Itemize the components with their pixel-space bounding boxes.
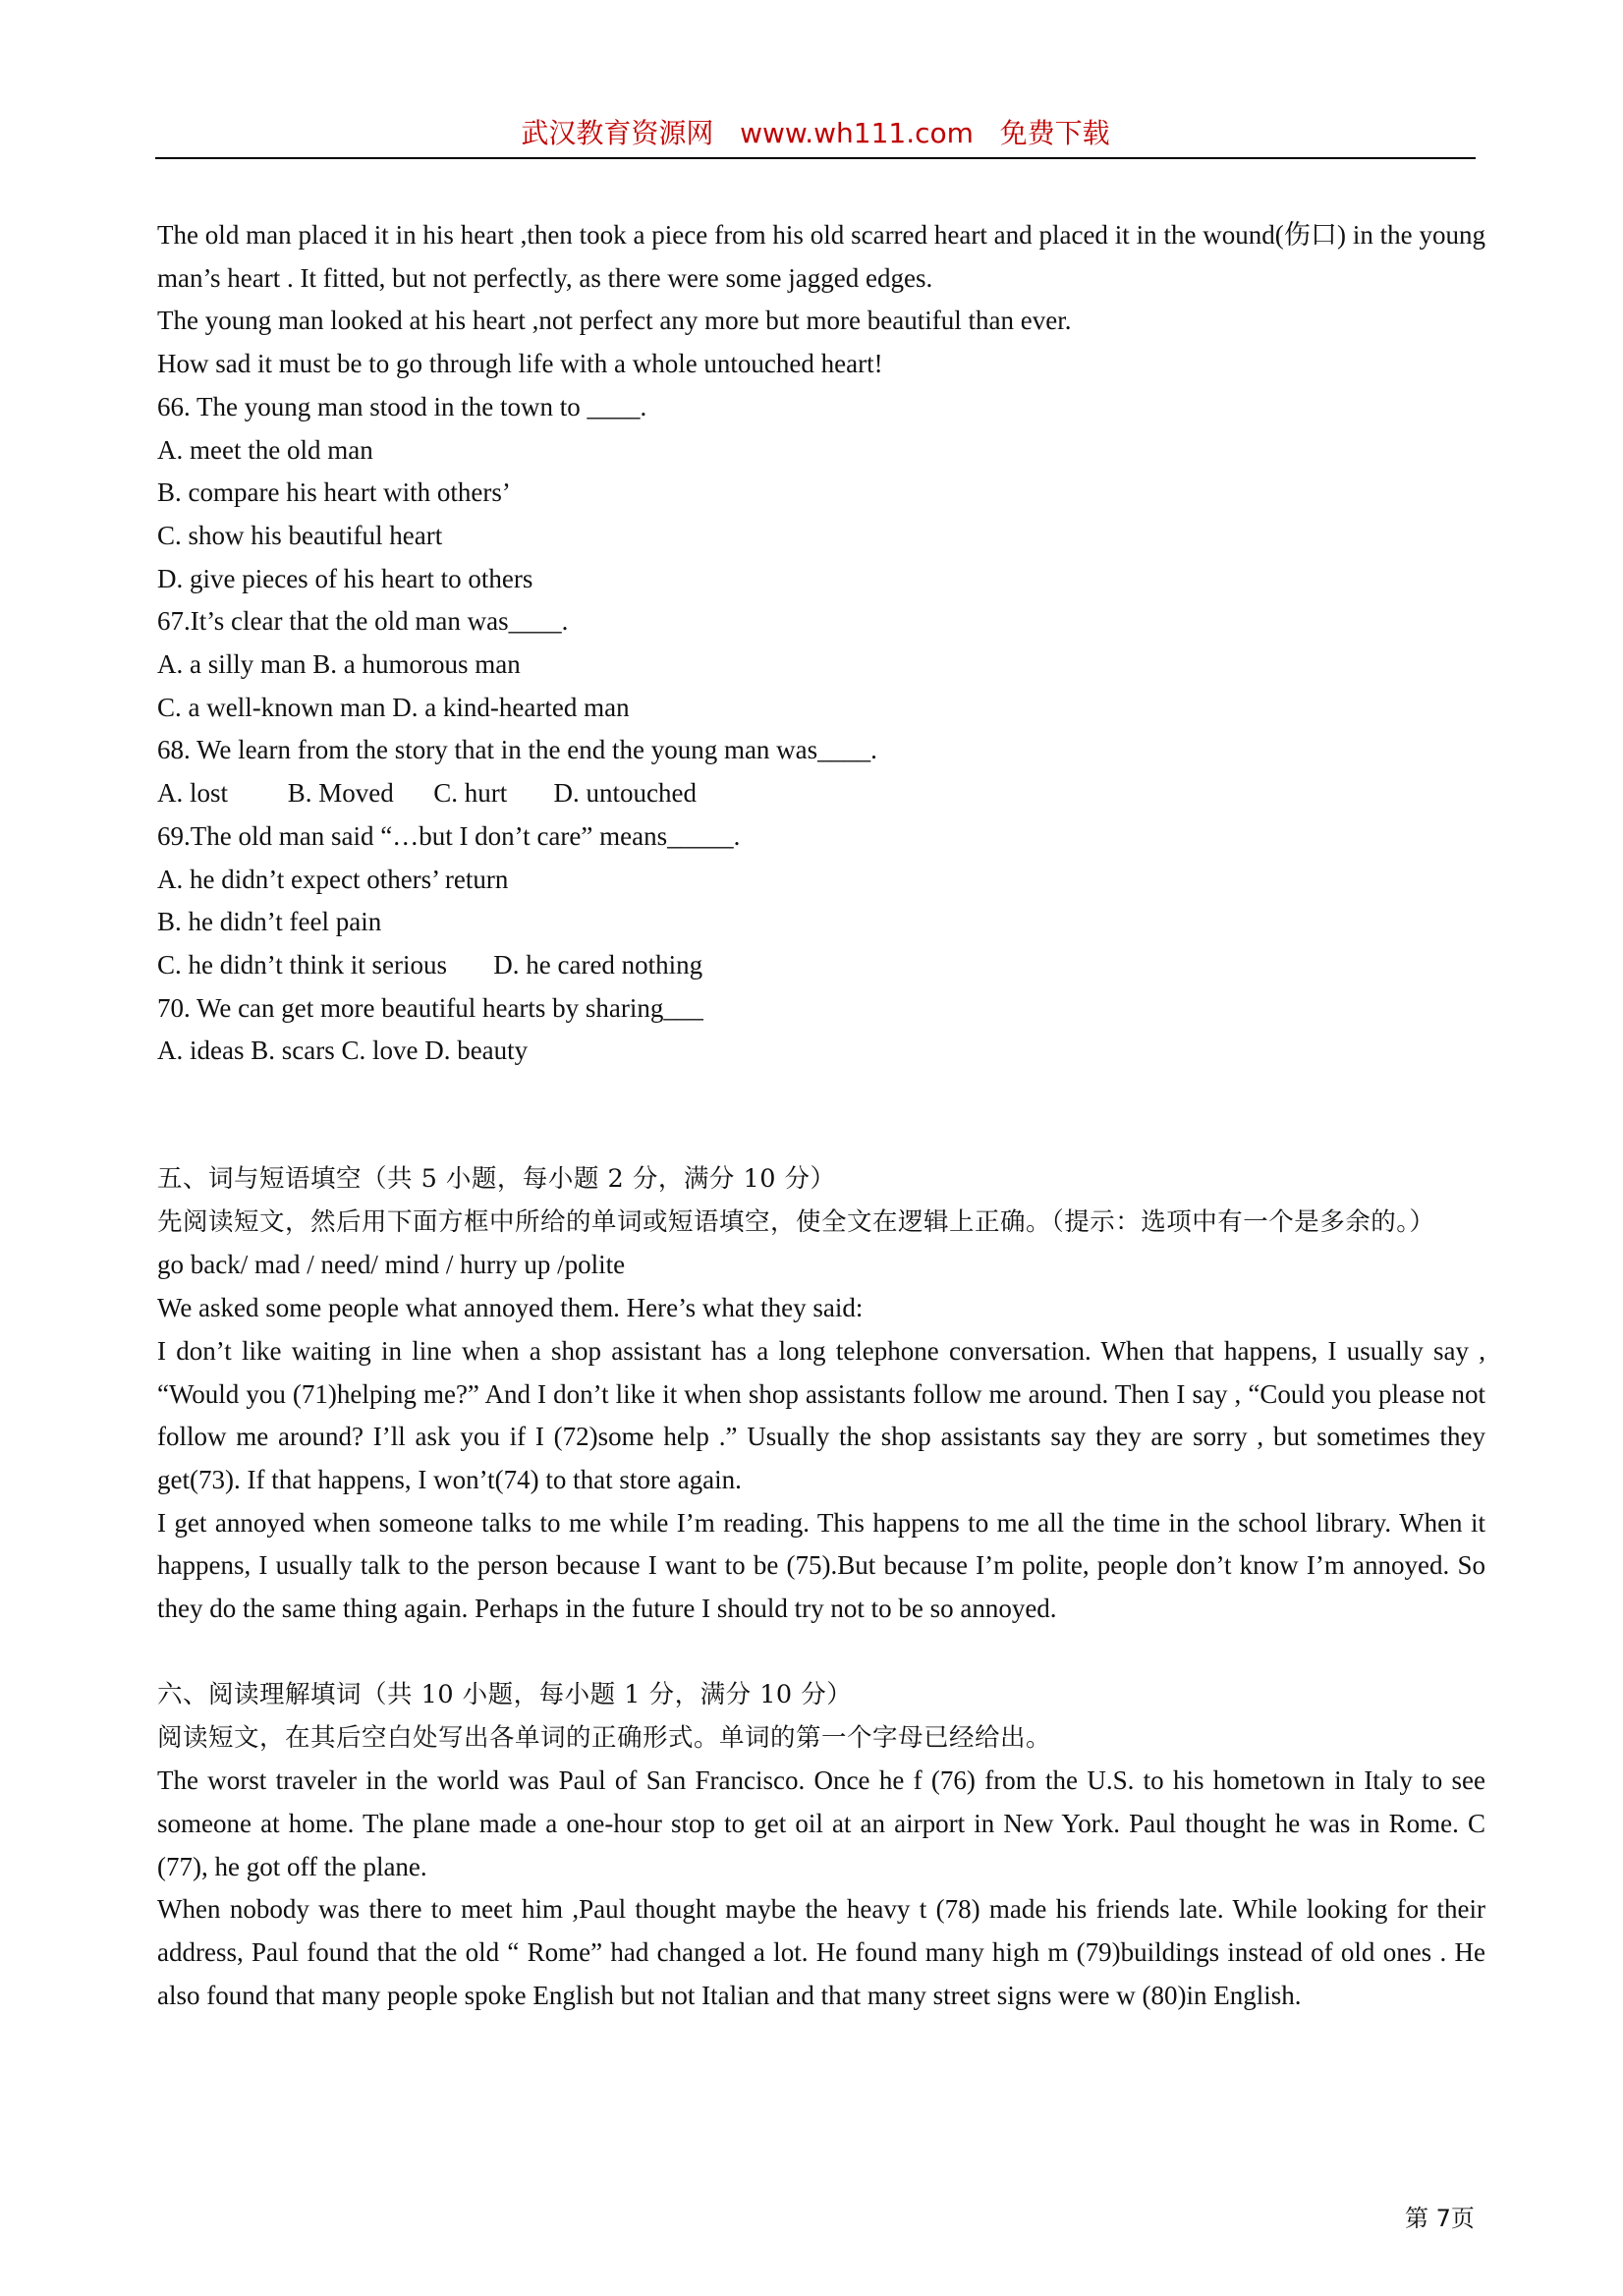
option-line: A. ideas B. scars C. love D. beauty	[157, 1036, 529, 1066]
passage-paragraph: We asked some people what annoyed them. Here’s what they said:	[157, 1293, 864, 1323]
page-number: 第 7页	[1405, 2205, 1475, 2232]
passage-paragraph: The old man placed it in his heart ,then took a piece from his old scarred heart and placed it in the wound(伤口) in the young man’s heart . It fitted, but not perfectly, as there were some jagged edges.	[157, 220, 1485, 293]
page-content	[157, 214, 1485, 2017]
passage-paragraph: I get annoyed when someone talks to me while I’m reading. This happens to me all the time in the school library. When it happens, I usually talk to the person because I want to be (75).But because I’m polite, people don’t know I’m annoyed. So they do the same thing again. Perhaps in the future I should try not to be so annoyed.	[157, 1507, 1485, 1624]
word-box: go back/ mad / need/ mind / hurry up /polite	[157, 1250, 626, 1280]
option-line: C. show his beautiful heart	[157, 520, 443, 550]
question-68: 68. We learn from the story that in the end the young man was____.	[157, 735, 877, 765]
option-line: A. he didn’t expect others’ return	[157, 864, 509, 894]
question-70: 70. We can get more beautiful hearts by sharing___	[157, 992, 703, 1023]
option-line: B. he didn’t feel pain	[157, 907, 382, 937]
option-line: B. compare his heart with others’	[157, 477, 511, 508]
option-line: A. meet the old man	[157, 434, 373, 465]
section-spacer	[157, 1073, 1485, 1158]
question-69: 69.The old man said “…but I don’t care” means_____.	[157, 820, 741, 851]
section5-title: 五、词与短语填空（共 5 小题，每小题 2 分，满分 10 分）	[157, 1164, 836, 1195]
option-line: C. a well-known man D. a kind-hearted man	[157, 692, 630, 722]
section-spacer	[157, 1631, 1485, 1674]
passage-paragraph: I don’t like waiting in line when a shop assistant has a long telephone conversation. When that happens, I usually say , “Would you (71)helping me?” And I don’t like it when shop assistants follow me around. Then I say , “Could you please not follow me around? I’ll ask you if I (72)some help .” Usually the shop assistants say they are sorry , but sometimes they get(73). If that happens, I won’t(74) to that store again.	[157, 1335, 1485, 1494]
passage-paragraph: The worst traveler in the world was Paul of San Francisco. Once he f (76) from the U.S. to his hometown in Italy to see someone at home. The plane made a one-hour stop to get oil at an airport in New York. Paul thought he was in Rome. C (77), he got off the plane.	[157, 1765, 1485, 1881]
option-line: A. lost B. Moved C. hurt D. untouched	[157, 778, 697, 809]
section5-instruction: 先阅读短文，然后用下面方框中所给的单词或短语填空，使全文在逻辑上正确。（提示：选项中有一个是多余的。）	[157, 1206, 1435, 1237]
section6-title: 六、阅读理解填词（共 10 小题，每小题 1 分，满分 10 分）	[157, 1679, 853, 1709]
question-67: 67.It’s clear that the old man was____.	[157, 606, 569, 637]
section6-instruction: 阅读短文，在其后空白处写出各单词的正确形式。单词的第一个字母已经给出。	[157, 1722, 1052, 1753]
passage-paragraph: The young man looked at his heart ,not perfect any more but more beautiful than ever.	[157, 306, 1072, 336]
passage-paragraph: When nobody was there to meet him ,Paul thought maybe the heavy t (78) made his friends late. While looking for their address, Paul found that the old “ Rome” had changed a lot. He found many high m (79)buildings instead of old ones . He also found that many people spoke English but not Italian and that many street signs were w (80)in English.	[157, 1894, 1485, 2010]
site-header: 武汉教育资源网 www.wh111.com 免费下载	[155, 110, 1476, 159]
option-line: D. give pieces of his heart to others	[157, 563, 533, 593]
passage-paragraph: How sad it must be to go through life with a whole untouched heart!	[157, 349, 883, 379]
question-66: 66. The young man stood in the town to ____.	[157, 391, 647, 421]
option-line: C. he didn’t think it serious D. he cared nothing	[157, 949, 703, 980]
option-line: A. a silly man B. a humorous man	[157, 649, 521, 680]
